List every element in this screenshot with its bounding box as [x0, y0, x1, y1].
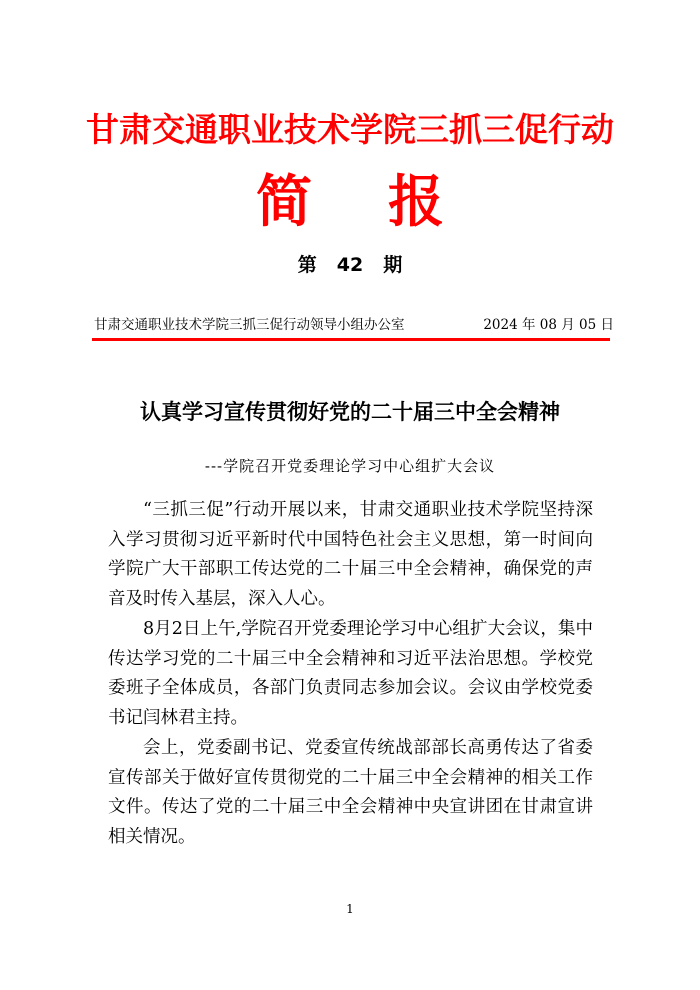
bulletin-title-char-2: 报 [388, 169, 444, 235]
bulletin-title-char-1: 简 [256, 169, 312, 235]
issue-date: 2024 年 08 月 05 日 [483, 317, 614, 333]
paragraph: 8月2日上午,学院召开党委理论学习中心组扩大会议，集中传达学习党的二十届三中全会精神和习近平法治思想。学校党委班子全体成员，各部门负责同志参加会议。会议由学校党委书记闫林君主持。 [108, 619, 593, 728]
article-title: 认真学习宣传贯彻好党的二十届三中全会精神 [140, 400, 560, 424]
paragraph: “三抓三促”行动开展以来，甘肃交通职业技术学院坚持深入学习贯彻习近平新时代中国特色社会主义思想，第一时间向学院广大干部职工传达党的二十届三中全会精神，确保党的声音及时传入基层，深入人心。 [108, 500, 593, 609]
article-body [108, 496, 593, 853]
issue-suffix: 期 [383, 254, 403, 276]
issue-number-line [0, 250, 700, 277]
article-subtitle: ---学院召开党委理论学习中心组扩大会议 [204, 457, 496, 475]
page-number: 1 [346, 902, 354, 916]
organization-title: 甘肃交通职业技术学院三抓三促行动 [86, 110, 614, 149]
issue-prefix: 第 [297, 254, 317, 276]
issuer-line [94, 313, 614, 333]
issuer-name: 甘肃交通职业技术学院三抓三促行动领导小组办公室 [94, 317, 405, 333]
header-divider [92, 338, 610, 341]
bulletin-title [0, 158, 700, 238]
issue-number: 42 [336, 254, 364, 276]
paragraph: 会上，党委副书记、党委宣传统战部部长高勇传达了省委宣传部关于做好宣传贯彻党的二十届三中全会精神的相关工作文件。传达了党的二十届三中全会精神中央宣讲团在甘肃宣讲相关情况。 [108, 738, 593, 847]
